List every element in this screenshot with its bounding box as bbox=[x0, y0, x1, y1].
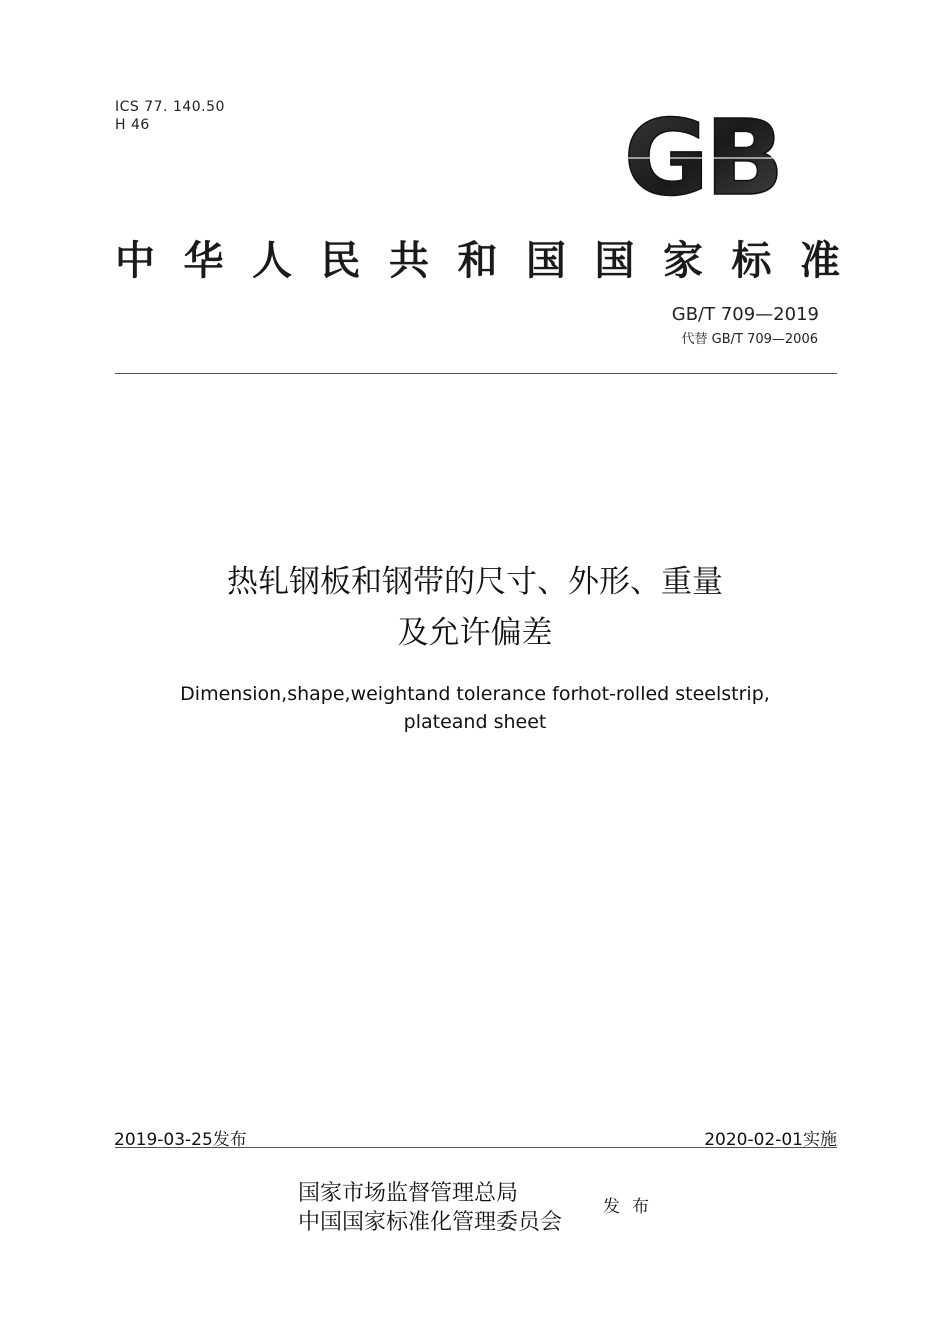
gb-logo bbox=[612, 108, 792, 202]
heading-char: 华 bbox=[183, 238, 224, 284]
ics-code: ICS 77. 140.50 bbox=[115, 99, 225, 115]
ccs-code: H 46 bbox=[115, 117, 150, 133]
implementation-date: 2020-02-01实施 bbox=[704, 1130, 837, 1150]
english-title-line-2: plateand sheet bbox=[403, 711, 547, 733]
chinese-title-line-2: 及允许偏差 bbox=[397, 615, 553, 651]
publish-label: 发布 bbox=[603, 1197, 661, 1217]
issue-date: 2019-03-25发布 bbox=[114, 1130, 247, 1150]
header-divider bbox=[115, 373, 837, 374]
gb-logo-text: GB bbox=[623, 108, 781, 202]
heading-char: 国 bbox=[526, 238, 566, 284]
heading-char: 国 bbox=[594, 238, 635, 284]
chinese-title-line-1: 热轧钢板和钢带的尺寸、外形、重量 bbox=[227, 564, 723, 600]
heading-char: 家 bbox=[663, 238, 703, 284]
standard-number: GB/T 709—2019 bbox=[671, 304, 819, 325]
heading-char: 人 bbox=[252, 238, 292, 284]
heading-char: 中 bbox=[115, 238, 155, 284]
issuer-sac: 中国国家标准化管理委员会 bbox=[298, 1210, 563, 1235]
english-title-line-1: Dimension,shape,weightand tolerance forhot-rolled steelstrip, bbox=[180, 683, 770, 705]
heading-char: 民 bbox=[320, 238, 361, 284]
heading-char: 准 bbox=[800, 238, 840, 284]
heading-char: 标 bbox=[731, 238, 772, 284]
issuer-samr: 国家市场监督管理总局 bbox=[298, 1181, 519, 1206]
heading-char: 共 bbox=[389, 238, 429, 284]
footer-divider bbox=[115, 1147, 837, 1148]
replaces-standard: 代替 GB/T 709—2006 bbox=[681, 332, 818, 347]
national-standard-heading bbox=[115, 229, 840, 286]
heading-char: 和 bbox=[457, 238, 498, 284]
